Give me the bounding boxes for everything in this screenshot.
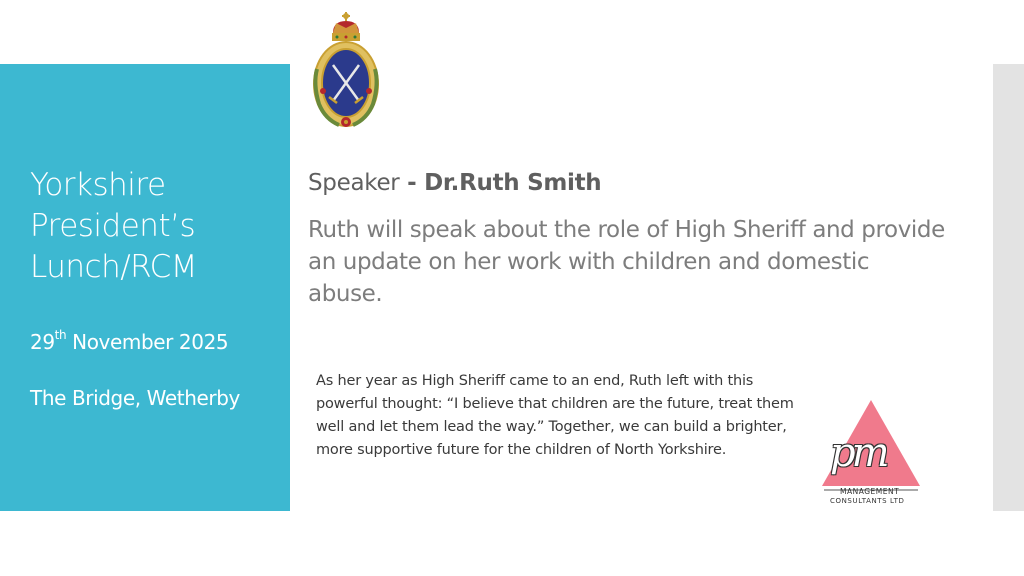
event-title-line-1: Yorkshire	[30, 167, 166, 203]
event-date	[30, 330, 228, 354]
event-date-day: 29	[30, 330, 55, 354]
logo-initials: pm	[830, 430, 886, 476]
speaker-line	[308, 170, 601, 196]
event-title-line-2: President’s	[30, 208, 196, 244]
event-date-rest: November 2025	[66, 330, 229, 354]
quote-paragraph: As her year as High Sheriff came to an end, Ruth left with this powerful thought: “I believe that children are the future, treat them well and let them lead the way.” Together, we can build a brighter, more supportive future for the children of North Yorkshire.	[316, 373, 794, 458]
event-title-line-3: Lunch/RCM	[30, 249, 198, 285]
speaker-label: Speaker	[308, 170, 400, 196]
logo-line-2: CONSULTANTS LTD	[830, 497, 905, 505]
speaker-title: Dr.	[424, 170, 460, 196]
speaker-separator: -	[399, 170, 425, 196]
logo-line-1: MANAGEMENT	[840, 487, 900, 496]
event-title	[30, 165, 280, 288]
speaker-name: Ruth Smith	[459, 170, 602, 196]
talk-description: Ruth will speak about the role of High Sheriff and provide an update on her work with children and domestic abuse.	[308, 217, 945, 307]
side-strip	[993, 64, 1024, 511]
high-sheriff-crest-icon	[309, 9, 383, 131]
event-venue: The Bridge, Wetherby	[30, 386, 240, 410]
company-logo	[816, 398, 926, 508]
event-date-suffix: th	[54, 328, 67, 343]
